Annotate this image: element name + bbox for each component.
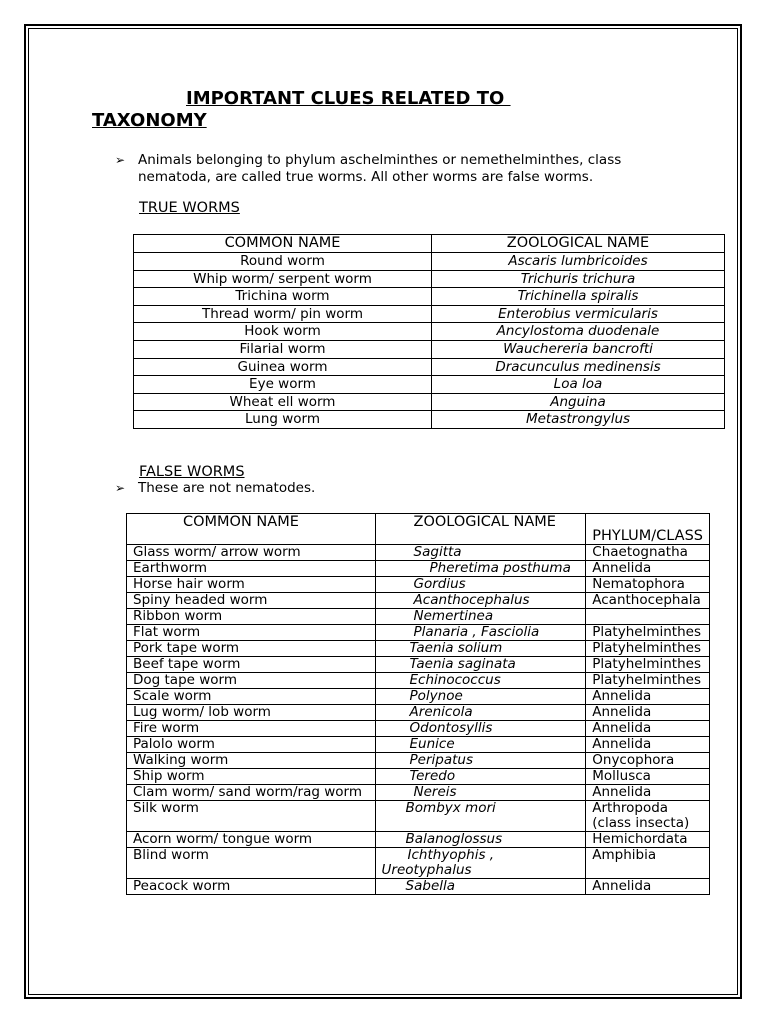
phylum-class-cell: Nematophora <box>586 577 710 593</box>
zoological-name-cell: Taenia saginata <box>375 657 586 673</box>
common-name-cell: Scale worm <box>127 689 376 705</box>
arrow-bullet-icon: ➢ <box>115 481 126 495</box>
common-name-cell: Filarial worm <box>134 340 432 358</box>
common-name-cell: Spiny headed worm <box>127 593 376 609</box>
zoological-name-cell: Nereis <box>375 785 586 801</box>
table-row <box>127 737 710 753</box>
true-worms-heading: TRUE WORMS <box>139 200 240 216</box>
zoological-name-cell: Taenia solium <box>375 641 586 657</box>
phylum-class-cell: Platyhelminthes <box>586 625 710 641</box>
common-name-cell: Pork tape worm <box>127 641 376 657</box>
phylum-class-cell: Onycophora <box>586 753 710 769</box>
false-worms-note: These are not nematodes. <box>138 480 316 496</box>
common-name-cell: Dog tape worm <box>127 673 376 689</box>
intro-line1: Animals belonging to phylum aschelminthes or nemethelminthes, class <box>138 152 622 168</box>
zoological-name-cell: Metastrongylus <box>432 411 725 429</box>
common-name-cell: Round worm <box>134 253 432 271</box>
table-row <box>127 705 710 721</box>
table-row <box>134 376 725 394</box>
phylum-class-cell: Annelida <box>586 561 710 577</box>
zoological-name-cell: Echinococcus <box>375 673 586 689</box>
zoological-name-cell: Ichthyophis , Ureotyphalus <box>375 848 586 879</box>
table-row <box>127 561 710 577</box>
table-row <box>134 323 725 341</box>
table-row <box>127 545 710 561</box>
zoological-name-cell: Ancylostoma duodenale <box>432 323 725 341</box>
phylum-class-cell: Annelida <box>586 705 710 721</box>
zoological-name-cell: Polynoe <box>375 689 586 705</box>
phylum-class-cell: Annelida <box>586 879 710 895</box>
table-row <box>127 625 710 641</box>
table-row <box>127 657 710 673</box>
phylum-class-cell: Mollusca <box>586 769 710 785</box>
phylum-class-cell: Acanthocephala <box>586 593 710 609</box>
table-row <box>134 358 725 376</box>
common-name-cell: Beef tape worm <box>127 657 376 673</box>
zoological-name-cell: Wauchereria bancrofti <box>432 340 725 358</box>
common-name-cell: Eye worm <box>134 376 432 394</box>
header-common-name: COMMON NAME <box>134 235 432 253</box>
phylum-class-cell: Platyhelminthes <box>586 673 710 689</box>
table-header-row <box>134 235 725 253</box>
common-name-cell: Lug worm/ lob worm <box>127 705 376 721</box>
zoological-name-cell: Anguina <box>432 393 725 411</box>
table-row <box>127 689 710 705</box>
zoological-name-cell: Trichinella spiralis <box>432 288 725 306</box>
common-name-cell: Glass worm/ arrow worm <box>127 545 376 561</box>
document-title-line1: IMPORTANT CLUES RELATED TO <box>186 88 511 109</box>
zoological-name-cell: Sabella <box>375 879 586 895</box>
phylum-class-cell: Hemichordata <box>586 832 710 848</box>
phylum-class-cell: Platyhelminthes <box>586 641 710 657</box>
common-name-cell: Lung worm <box>134 411 432 429</box>
phylum-class-cell: Platyhelminthes <box>586 657 710 673</box>
common-name-cell: Whip worm/ serpent worm <box>134 270 432 288</box>
table-row <box>134 288 725 306</box>
common-name-cell: Trichina worm <box>134 288 432 306</box>
table-row <box>127 801 710 832</box>
table-row <box>127 753 710 769</box>
zoological-name-cell: Peripatus <box>375 753 586 769</box>
zoological-name-cell: Enterobius vermicularis <box>432 305 725 323</box>
zoological-name-cell: Dracunculus medinensis <box>432 358 725 376</box>
arrow-bullet-icon: ➢ <box>115 153 126 167</box>
table-row <box>127 609 710 625</box>
phylum-class-cell: Annelida <box>586 689 710 705</box>
table-row <box>127 879 710 895</box>
header-zoological-name: ZOOLOGICAL NAME <box>375 514 586 545</box>
common-name-cell: Palolo worm <box>127 737 376 753</box>
common-name-cell: Flat worm <box>127 625 376 641</box>
zoological-name-cell: Acanthocephalus <box>375 593 586 609</box>
phylum-class-cell: Annelida <box>586 737 710 753</box>
zoological-name-cell: Arenicola <box>375 705 586 721</box>
zoological-name-cell: Ascaris lumbricoides <box>432 253 725 271</box>
common-name-cell: Walking worm <box>127 753 376 769</box>
table-row <box>127 785 710 801</box>
table-row <box>127 832 710 848</box>
false-worms-table <box>126 513 710 895</box>
zoological-name-cell: Nemertinea <box>375 609 586 625</box>
table-row <box>134 253 725 271</box>
intro-bullet <box>115 152 715 186</box>
phylum-class-cell: Annelida <box>586 785 710 801</box>
zoological-name-cell: Pheretima posthuma <box>375 561 586 577</box>
table-row <box>134 305 725 323</box>
common-name-cell: Peacock worm <box>127 879 376 895</box>
common-name-cell: Blind worm <box>127 848 376 879</box>
common-name-cell: Hook worm <box>134 323 432 341</box>
table-row <box>134 411 725 429</box>
zoological-name-cell: Gordius <box>375 577 586 593</box>
table-row <box>127 721 710 737</box>
table-row <box>127 673 710 689</box>
common-name-cell: Clam worm/ sand worm/rag worm <box>127 785 376 801</box>
common-name-cell: Silk worm <box>127 801 376 832</box>
header-phylum-class: PHYLUM/CLASS <box>586 514 710 545</box>
header-common-name: COMMON NAME <box>127 514 376 545</box>
table-header-row <box>127 514 710 545</box>
header-zoological-name: ZOOLOGICAL NAME <box>432 235 725 253</box>
zoological-name-cell: Odontosyllis <box>375 721 586 737</box>
zoological-name-cell: Teredo <box>375 769 586 785</box>
intro-line2: nematoda, are called true worms. All other worms are false worms. <box>138 169 594 185</box>
phylum-class-cell <box>586 609 710 625</box>
common-name-cell: Horse hair worm <box>127 577 376 593</box>
table-row <box>127 641 710 657</box>
zoological-name-cell: Planaria , Fasciolia <box>375 625 586 641</box>
document-title-line2: TAXONOMY <box>92 110 207 131</box>
zoological-name-cell: Sagitta <box>375 545 586 561</box>
phylum-class-cell: Arthropoda (class insecta) <box>586 801 710 832</box>
zoological-name-cell: Loa loa <box>432 376 725 394</box>
false-worms-note-bullet <box>115 480 415 497</box>
table-row <box>134 393 725 411</box>
false-worms-heading: FALSE WORMS <box>139 464 245 480</box>
common-name-cell: Thread worm/ pin worm <box>134 305 432 323</box>
common-name-cell: Acorn worm/ tongue worm <box>127 832 376 848</box>
common-name-cell: Fire worm <box>127 721 376 737</box>
zoological-name-cell: Eunice <box>375 737 586 753</box>
common-name-cell: Guinea worm <box>134 358 432 376</box>
true-worms-table <box>133 234 725 429</box>
common-name-cell: Ribbon worm <box>127 609 376 625</box>
zoological-name-cell: Bombyx mori <box>375 801 586 832</box>
common-name-cell: Earthworm <box>127 561 376 577</box>
phylum-class-cell: Amphibia <box>586 848 710 879</box>
common-name-cell: Ship worm <box>127 769 376 785</box>
zoological-name-cell: Balanoglossus <box>375 832 586 848</box>
table-row <box>127 577 710 593</box>
table-row <box>134 270 725 288</box>
table-row <box>134 340 725 358</box>
table-row <box>127 848 710 879</box>
table-row <box>127 769 710 785</box>
table-row <box>127 593 710 609</box>
zoological-name-cell: Trichuris trichura <box>432 270 725 288</box>
common-name-cell: Wheat ell worm <box>134 393 432 411</box>
phylum-class-cell: Chaetognatha <box>586 545 710 561</box>
phylum-class-cell: Annelida <box>586 721 710 737</box>
